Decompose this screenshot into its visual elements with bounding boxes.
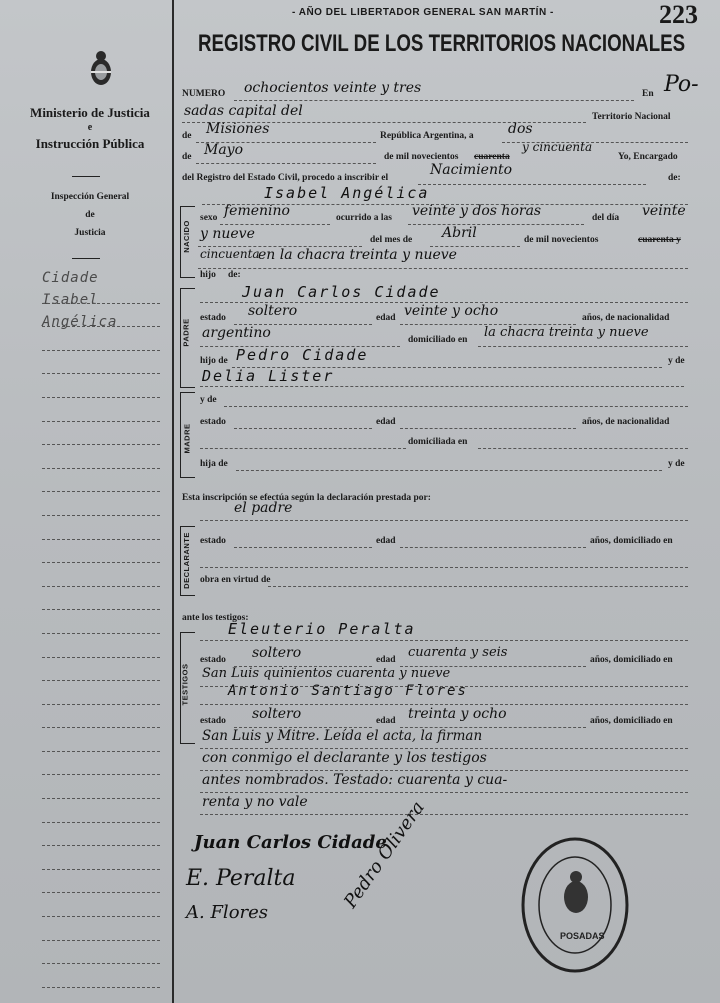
signature-father: Juan Carlos Cidade bbox=[194, 832, 387, 853]
person-name: Isabel Angélica bbox=[264, 184, 430, 202]
hijo-de2-label: hijo de bbox=[200, 356, 228, 366]
underline bbox=[200, 640, 688, 641]
national-coat-of-arms-icon bbox=[88, 50, 114, 88]
numero-value: ochocientos veinte y tres bbox=[244, 80, 422, 96]
madre-domiciliada-label: domiciliada en bbox=[408, 437, 468, 447]
republica-label: República Argentina, a bbox=[380, 131, 474, 141]
dia-continued: y nueve bbox=[200, 226, 255, 242]
en-value: Po- bbox=[664, 72, 699, 97]
birth-place-value: en la chacra treinta y nueve bbox=[258, 247, 457, 263]
divider bbox=[72, 258, 100, 259]
testigo2-anos-label: años, domiciliado en bbox=[590, 716, 673, 726]
padre-estado-value: soltero bbox=[248, 303, 298, 319]
underline bbox=[200, 520, 688, 521]
signature-official: Pedro Olivera bbox=[340, 797, 429, 913]
underline bbox=[400, 428, 576, 429]
declarante-estado-label: estado bbox=[200, 536, 226, 546]
inspection-line-2: de bbox=[85, 210, 95, 220]
sexo-value: femenino bbox=[224, 203, 290, 219]
declarante-label: DECLARANTE bbox=[181, 532, 191, 589]
underline bbox=[478, 448, 688, 449]
underline bbox=[220, 224, 330, 225]
month-value: Mayo bbox=[204, 142, 244, 158]
certificate-body bbox=[172, 0, 720, 1003]
signature-witness-2: A. Flores bbox=[186, 902, 269, 923]
signature-witness-1: E. Peralta bbox=[186, 866, 296, 891]
underline bbox=[224, 406, 688, 407]
madre-edad-label: edad bbox=[376, 417, 396, 427]
margin-first-name: Isabel bbox=[42, 292, 99, 308]
madre-y-label: y de bbox=[200, 395, 217, 405]
margin-ruled-lines bbox=[42, 280, 160, 988]
page-title: REGISTRO CIVIL DE LOS TERRITORIOS NACIONALES bbox=[198, 30, 686, 57]
edad-label: edad bbox=[376, 313, 396, 323]
testigo2-name: Antonio Santiago Flores bbox=[228, 683, 468, 699]
inspection-heading bbox=[40, 188, 140, 242]
nacido-label: NACIDO bbox=[181, 220, 191, 253]
sexo-label: sexo bbox=[200, 213, 218, 223]
left-margin-column bbox=[0, 0, 174, 1003]
margin-surname: Cidade bbox=[42, 270, 99, 286]
underline bbox=[200, 448, 406, 449]
madre-anos-label: años, de nacionalidad bbox=[582, 417, 670, 427]
de-label: de bbox=[182, 131, 192, 141]
divider bbox=[72, 176, 100, 177]
underline bbox=[234, 100, 634, 101]
ocurrido-label: ocurrido a las bbox=[336, 213, 392, 223]
numero-label: NUMERO bbox=[182, 89, 226, 99]
underline bbox=[478, 346, 688, 347]
estado-label: estado bbox=[200, 313, 226, 323]
official-seal-stamp-icon bbox=[520, 835, 630, 975]
testigo2-estado-label: estado bbox=[200, 716, 226, 726]
padre-edad-value: veinte y ocho bbox=[404, 303, 499, 319]
padre-nacionalidad-value: argentino bbox=[202, 325, 271, 341]
declarante-edad-label: edad bbox=[376, 536, 396, 546]
encargado-label: Yo, Encargado bbox=[618, 152, 678, 162]
year-hand: y cincuenta bbox=[522, 140, 593, 154]
margin-middle-name: Angélica bbox=[42, 314, 118, 330]
madre-y-de-label: y de bbox=[668, 459, 685, 469]
de2-label: de bbox=[182, 152, 192, 162]
testigo1-estado-value: soltero bbox=[252, 645, 302, 661]
closing-line-2: antes nombrados. Testado: cuarenta y cua- bbox=[202, 772, 508, 788]
testigos-intro: ante los testigos: bbox=[182, 613, 249, 623]
padre-name: Juan Carlos Cidade bbox=[242, 283, 441, 301]
year-printed: cuarenta bbox=[474, 152, 510, 162]
testigo2-edad-value: treinta y ocho bbox=[408, 706, 507, 722]
year-label: de mil novecientos bbox=[384, 152, 459, 162]
underline bbox=[236, 470, 662, 471]
underline bbox=[200, 792, 688, 793]
underline bbox=[200, 770, 688, 771]
mes-value: Abril bbox=[442, 225, 477, 241]
testigo1-name: Eleuterio Peralta bbox=[228, 620, 416, 638]
underline bbox=[196, 163, 376, 164]
domiciliado-label: domiciliado en bbox=[408, 335, 468, 345]
de3-label: de: bbox=[668, 173, 681, 183]
inspection-line-3: Justicia bbox=[74, 228, 106, 238]
underline bbox=[198, 268, 688, 269]
mes-label: del mes de bbox=[370, 235, 413, 245]
testigo2-edad-label: edad bbox=[376, 716, 396, 726]
padre-label: PADRE bbox=[181, 318, 191, 347]
ministry-heading bbox=[20, 103, 160, 153]
dia-value: veinte bbox=[642, 203, 686, 219]
padre-madre-value: Delia Lister bbox=[202, 367, 335, 385]
folio-number: 223 bbox=[659, 0, 698, 29]
underline bbox=[200, 814, 688, 815]
testigos-label: TESTIGOS bbox=[180, 663, 190, 706]
testigo2-estado-value: soltero bbox=[252, 706, 302, 722]
y-de-label: y de bbox=[668, 356, 685, 366]
hijo-de-label: de: bbox=[228, 270, 241, 280]
dia-label: del día bbox=[592, 213, 620, 223]
ministry-line-2: Instrucción Pública bbox=[35, 136, 145, 151]
underline bbox=[200, 704, 688, 705]
en-label: En bbox=[642, 89, 654, 99]
territorio-value: Misiones bbox=[206, 121, 270, 137]
underline bbox=[234, 428, 372, 429]
madre-hija-label: hija de bbox=[200, 459, 228, 469]
anos-nacionalidad-label: años, de nacionalidad bbox=[582, 313, 670, 323]
birth-year-label: de mil novecientos bbox=[524, 235, 599, 245]
underline bbox=[200, 567, 688, 568]
hijo-label: hijo bbox=[200, 270, 216, 280]
inscripcion-label: Esta inscripción se efectúa según la declaración prestada por: bbox=[182, 493, 431, 503]
closing-line-1: con conmigo el declarante y los testigos bbox=[202, 750, 487, 766]
obra-label: obra en virtud de bbox=[200, 575, 271, 585]
ministry-line-1: Ministerio de Justicia bbox=[30, 105, 150, 120]
birth-year-hand: cincuenta bbox=[200, 247, 260, 261]
testigo1-domicilio-value: San Luis quinientos cuarenta y nueve bbox=[202, 666, 451, 681]
place-continued: sadas capital del bbox=[184, 103, 303, 119]
birth-year-printed: cuarenta y bbox=[638, 235, 681, 245]
declarante-value: el padre bbox=[234, 500, 293, 516]
testigo1-edad-value: cuarenta y seis bbox=[408, 645, 508, 660]
svg-text:POSADAS: POSADAS bbox=[560, 931, 605, 941]
underline bbox=[408, 224, 584, 225]
declarante-anos-label: años, domiciliado en bbox=[590, 536, 673, 546]
padre-padre-value: Pedro Cidade bbox=[236, 346, 369, 364]
registro-label: del Registro del Estado Civil, procedo a inscribir el bbox=[182, 173, 389, 183]
hora-value: veinte y dos horas bbox=[412, 203, 542, 219]
underline bbox=[400, 547, 586, 548]
inspection-line-1: Inspección General bbox=[50, 192, 130, 202]
testigo2-domicilio-value: San Luis y Mitre. Leída el acta, la firman bbox=[202, 728, 483, 744]
day-value: dos bbox=[508, 121, 533, 137]
underline bbox=[234, 547, 372, 548]
underline bbox=[200, 748, 688, 749]
underline bbox=[200, 386, 684, 387]
padre-domicilio-value: la chacra treinta y nueve bbox=[484, 325, 649, 340]
year-motto: - AÑO DEL LIBERTADOR GENERAL SAN MARTÍN - bbox=[292, 7, 554, 18]
act-value: Nacimiento bbox=[430, 162, 513, 178]
territorio-label: Territorio Nacional bbox=[592, 112, 671, 122]
madre-estado-label: estado bbox=[200, 417, 226, 427]
madre-label: MADRE bbox=[182, 423, 192, 454]
testigo1-estado-label: estado bbox=[200, 655, 226, 665]
closing-line-3: renta y no vale bbox=[202, 794, 308, 810]
underline bbox=[268, 586, 688, 587]
underline bbox=[418, 184, 646, 185]
testigo1-anos-label: años, domiciliado en bbox=[590, 655, 673, 665]
ministry-conjunction: e bbox=[87, 122, 93, 133]
testigo1-edad-label: edad bbox=[376, 655, 396, 665]
